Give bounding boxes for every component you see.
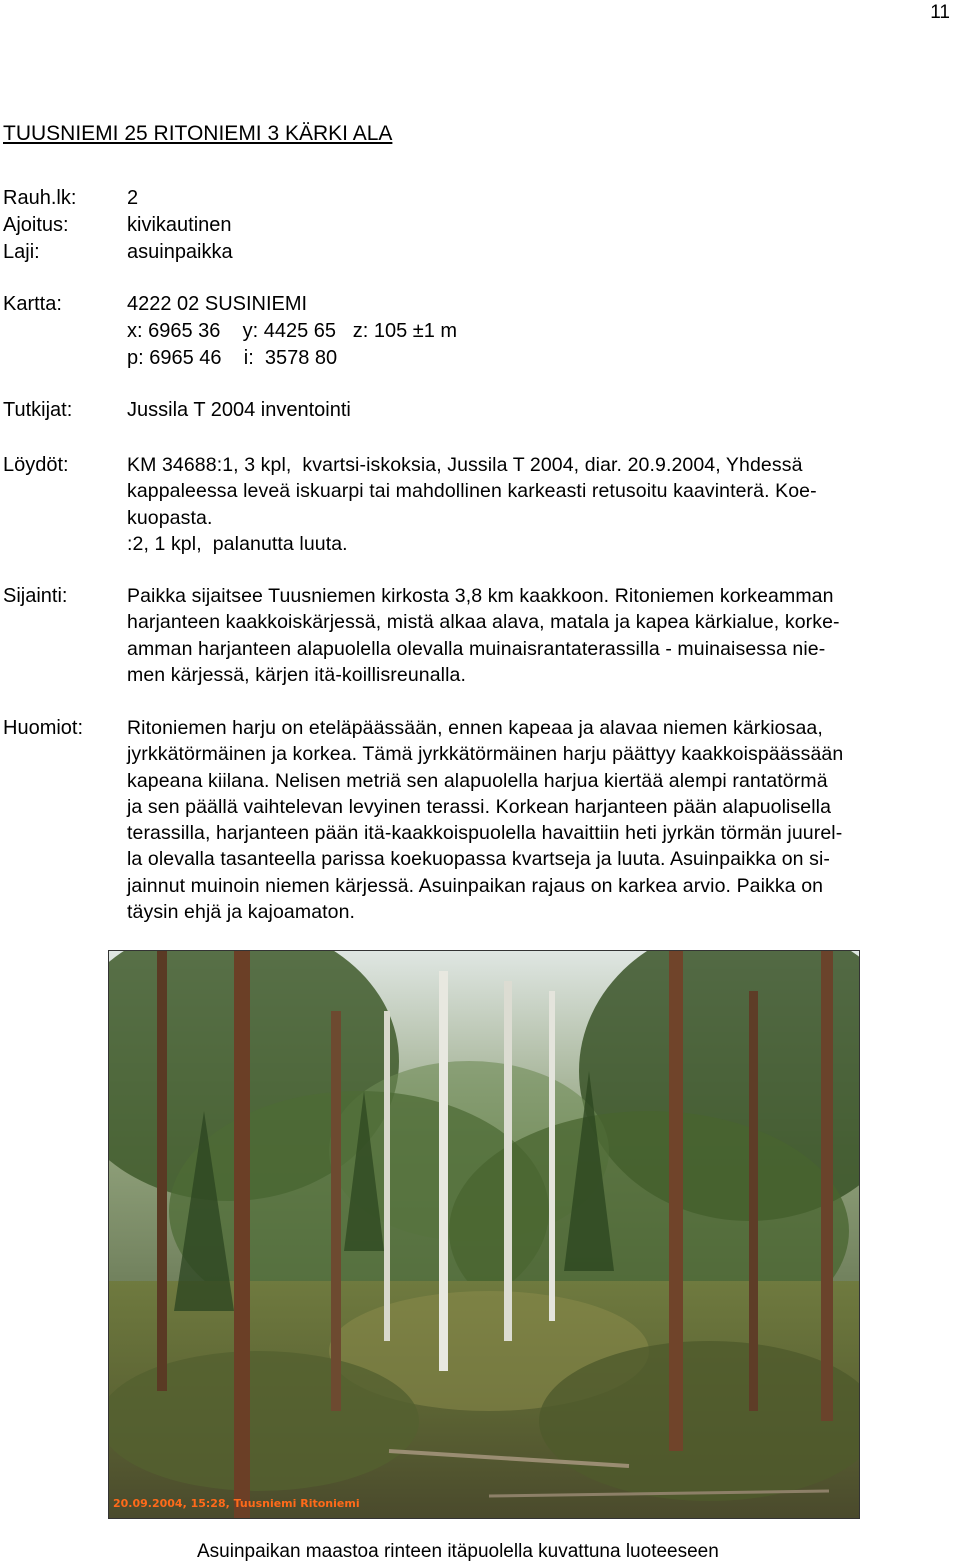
huomiot-line: terassilla, harjanteen pään itä-kaakkoispuolella havaittiin heti jyrkän törmän juurel- [127, 822, 843, 845]
kartta-label: Kartta: [3, 293, 62, 315]
sijainti-line: harjanteen kaakkoiskärjessä, mistä alkaa alava, matala ja kapea kärkialue, korke- [127, 611, 840, 634]
loydot-line: kuopasta. [127, 506, 213, 529]
huomiot-line: ja sen päällä vaihtelevan levyinen terassi. Korkean harjanteen pään alapuolisella [127, 795, 832, 818]
huomiot-line: jyrkkätörmäinen ja korkea. Tämä jyrkkätörmäinen harju päättyy kaakkoispäässään [127, 743, 844, 766]
sijainti-line: amman harjanteen alapuolella olevalla muinaisrantaterassilla - muinaisessa nie- [127, 637, 826, 660]
loydot-label: Löydöt: [3, 454, 69, 476]
loydot-line: kappaleessa leveä iskuarpi tai mahdollinen karkeasti retusoitu kaavinterä. Koe- [127, 480, 817, 503]
page-title: TUUSNIEMI 25 RITONIEMI 3 KÄRKI ALA [3, 122, 393, 145]
sijainti-text [127, 583, 957, 688]
loydot-line: :2, 1 kpl, palanutta luuta. [127, 532, 348, 555]
loydot-line: KM 34688:1, 3 kpl, kvartsi-iskoksia, Jussila T 2004, diar. 20.9.2004, Yhdessä [127, 454, 803, 476]
laji-value: asuinpaikka [127, 241, 233, 263]
huomiot-line: täysin ehjä ja kajoamaton. [127, 901, 356, 924]
kartta-line-3: p: 6965 46 i: 3578 80 [127, 347, 338, 369]
sijainti-line: Paikka sijaitsee Tuusniemen kirkosta 3,8 km kaakkoon. Ritoniemen korkeamman [127, 585, 834, 607]
huomiot-line: jainnut muinoin niemen kärjessä. Asuinpaikan rajaus on karkea arvio. Paikka on [127, 874, 824, 897]
ajoitus-label: Ajoitus: [3, 214, 69, 236]
rauh-value: 2 [127, 187, 139, 209]
laji-label: Laji: [3, 241, 40, 263]
forest-photo [108, 950, 860, 1519]
huomiot-label: Huomiot: [3, 717, 84, 739]
tutkijat-label: Tutkijat: [3, 399, 73, 421]
loydot-text [127, 452, 957, 557]
ajoitus-value: kivikautinen [127, 214, 232, 236]
tutkijat-value: Jussila T 2004 inventointi [127, 399, 351, 421]
photo-stamp: 20.09.2004, 15:28, Tuusniemi Ritoniemi [113, 1497, 360, 1510]
kartta-line-2: x: 6965 36 y: 4425 65 z: 105 ±1 m [127, 320, 458, 342]
photo-caption: Asuinpaikan maastoa rinteen itäpuolella kuvattuna luoteeseen [197, 1541, 719, 1562]
kartta-line-1: 4222 02 SUSINIEMI [127, 293, 308, 315]
huomiot-line: kapeana kiilana. Nelisen metriä sen alapuolella harjua kiertää alempi rantatörmä [127, 769, 828, 792]
huomiot-line: la olevalla tasanteella parissa koekuopassa kvartseja ja luuta. Asuinpaikka on si- [127, 848, 831, 871]
rauh-label: Rauh.lk: [3, 187, 77, 209]
page-number: 11 [930, 2, 950, 23]
sijainti-line: men kärjessä, kärjen itä-koillisreunalla. [127, 663, 466, 686]
sijainti-label: Sijainti: [3, 585, 68, 607]
huomiot-text [127, 715, 957, 925]
huomiot-line: Ritoniemen harju on eteläpäässään, ennen kapeaa ja alavaa niemen kärkiosaa, [127, 717, 823, 739]
